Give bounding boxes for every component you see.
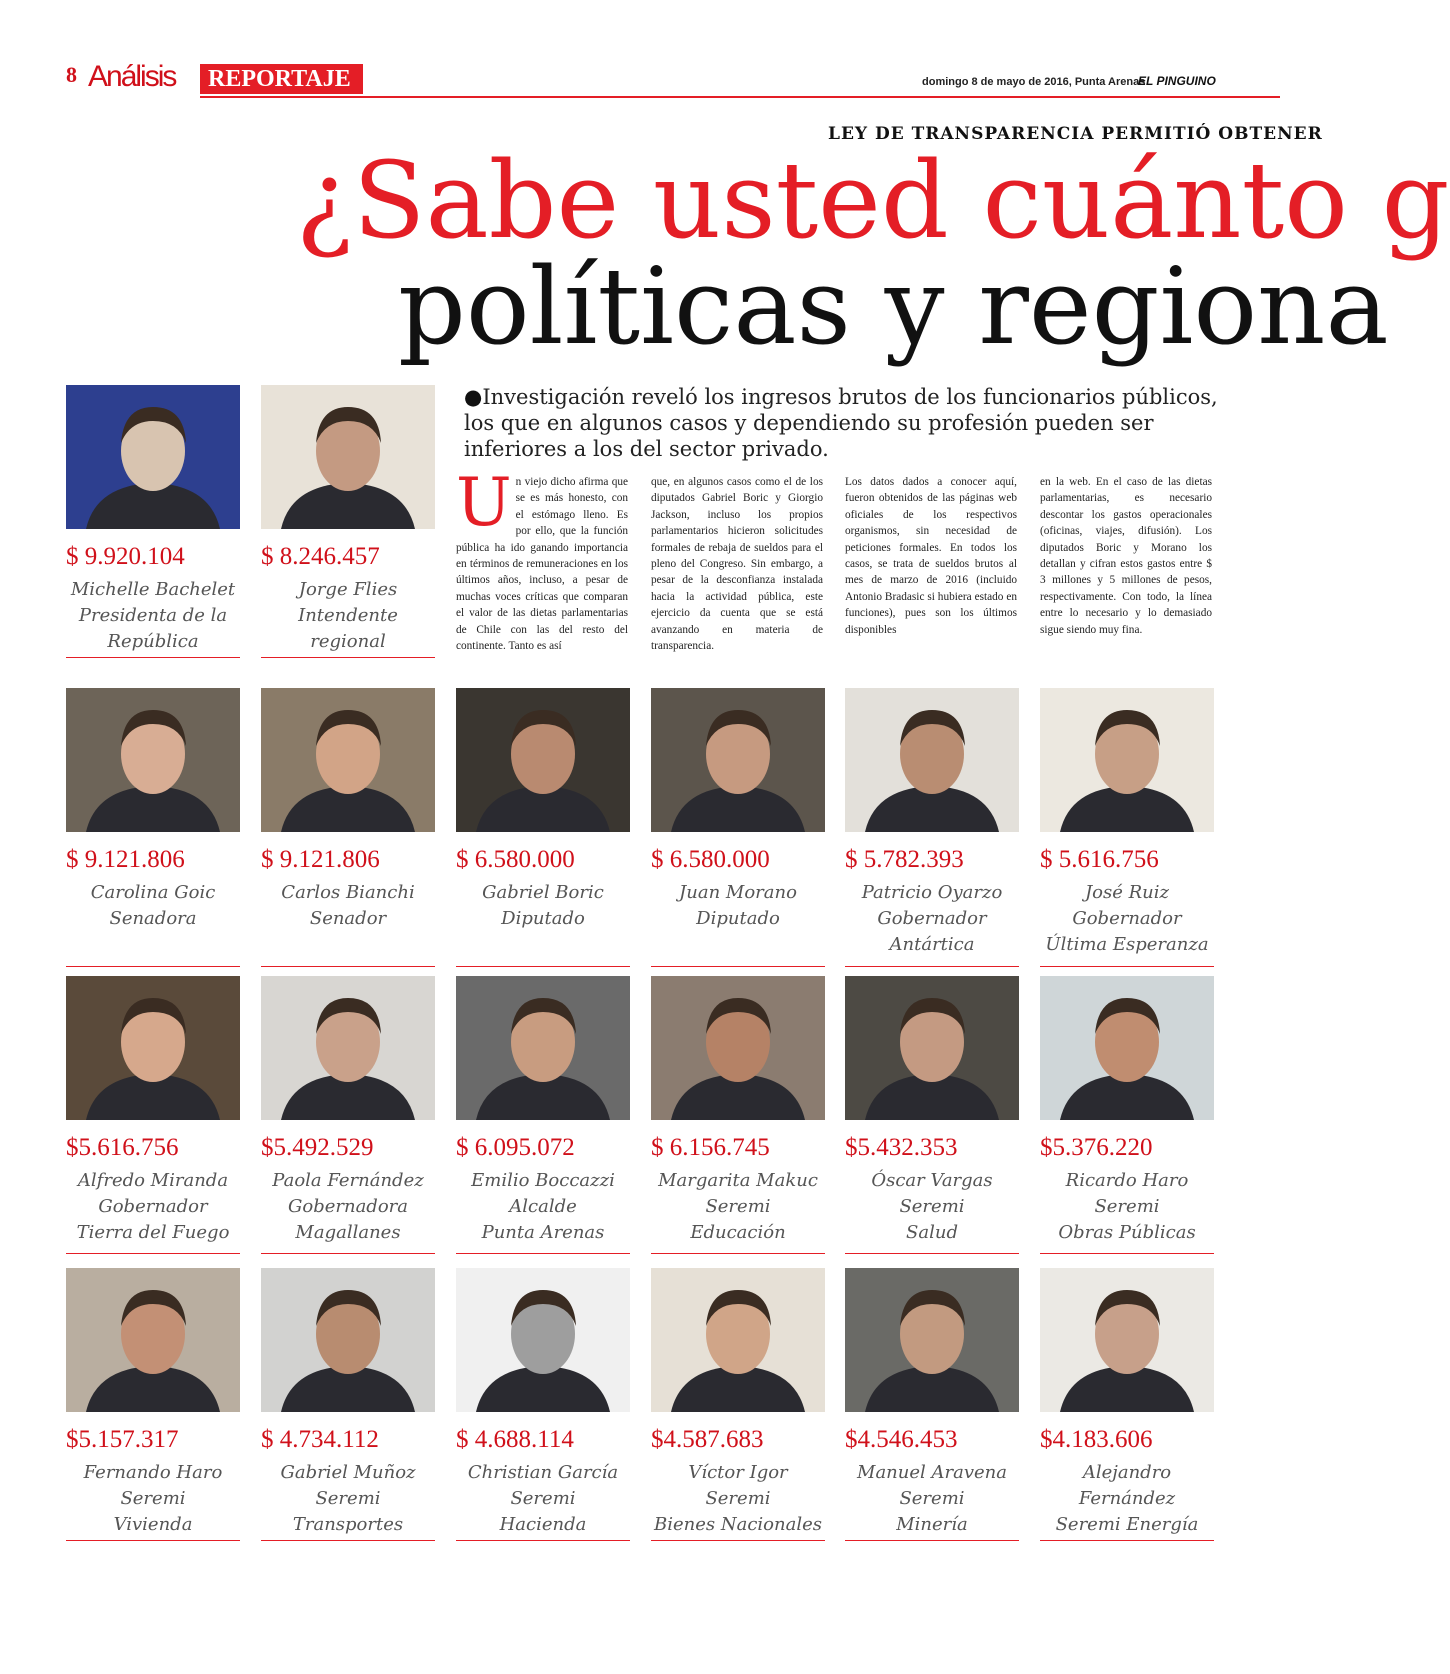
newspaper-name: EL PINGUINO [1138,74,1216,88]
salary-amount: $ 9.920.104 [66,543,185,570]
body-column-4: en la web. En el caso de las dietas parlamentarias, es necesario descontar los gastos operacionales (oficinas, viajes, difusión). Los diputados Boric y Morano los detallan y cifran estos gastos entre $ 3 millones y 5 millones de pesos, respectivamente. Con todo, la línea entre lo necesario y lo demasiado sigue siendo muy fina. [1040,476,1212,636]
portrait-juan-morano [651,688,825,832]
official-role: Intendente [298,605,398,626]
deck-text: Investigación reveló los ingresos brutos de los funcionarios públicos, los que en algunos casos y dependiendo su profesión pueden ser inferiores a los del sector privado. [464,385,1218,461]
card-rule [66,966,240,967]
portrait-christian-garcia [456,1268,630,1412]
official-caption [66,1460,240,1538]
body-text-1: n viejo dicho afirma que se es más honesto, con el estómago lleno. Es por ello, que la función pública ha ido ganando importancia en términos de remuneraciones en los últimos años, incluso, a pesar de muchas voces críticas que comparan el valor de las dietas parlamentarias de Chile con las del resto del continente. Tanto es así [456,476,628,653]
body-column-3: Los datos dados a conocer aquí, fueron obtenidos de las páginas web oficiales de los respectivos organismos, sin necesidad de peticiones formales. En todos los casos, se trata de sueldos brutos al mes de marzo de 2016 (incluido Antonio Bradasic si hubiera estado en funciones), pues son los últimos disponibles [845,476,1017,636]
official-name: Óscar Vargas [871,1170,993,1191]
official-name: Patricio Oyarzo [861,882,1003,903]
card-rule [1040,1540,1214,1541]
official-role: regional [310,631,386,652]
card-rule [651,1253,825,1254]
official-role: Punta Arenas [481,1222,605,1243]
official-role: Seremi Energía [1055,1514,1199,1535]
portrait-victor-igor [651,1268,825,1412]
official-role: Tierra del Fuego [76,1222,230,1243]
card-rule [66,657,240,658]
kicker: LEY DE TRANSPARENCIA PERMITIÓ OBTENER [828,124,1323,144]
card-rule [66,1540,240,1541]
brand-logo: Análisis [88,60,176,93]
body-column-1 [456,464,628,654]
official-role: Senador [309,908,387,929]
official-role: Diputado [696,908,780,929]
card-rule [456,1253,630,1254]
salary-amount: $5.432.353 [845,1134,958,1161]
salary-amount: $5.376.220 [1040,1134,1153,1161]
official-name: Christian García [467,1462,619,1483]
official-name: Paola Fernández [272,1170,424,1191]
salary-amount: $ 6.580.000 [456,846,575,873]
portrait-jorge-flies [261,385,435,529]
card-rule [456,1540,630,1541]
salary-amount: $ 9.121.806 [261,846,380,873]
card-rule [261,1253,435,1254]
deck [464,384,1254,462]
official-role: Fernández [1078,1488,1176,1509]
official-role: Transportes [292,1514,404,1535]
official-role: Última Esperanza [1045,934,1209,955]
official-caption [1040,880,1214,958]
page-number: 8 [66,62,77,87]
card-rule [261,966,435,967]
official-name: Víctor Igor [688,1462,788,1483]
official-role: Educación [690,1222,786,1243]
official-caption [66,1168,240,1246]
official-name: Jorge Flies [298,579,398,600]
portrait-gabriel-boric [456,688,630,832]
drop-cap: U [456,464,512,541]
portrait-oscar-vargas [845,976,1019,1120]
official-role: Senadora [109,908,197,929]
official-caption [651,880,825,932]
portrait-michelle-bachelet [66,385,240,529]
portrait-jose-ruiz [1040,688,1214,832]
official-caption [66,577,240,655]
official-name: Michelle Bachelet [70,579,236,600]
portrait-carolina-goic [66,688,240,832]
section-label: REPORTAJE [200,64,363,94]
portrait-paola-fernandez [261,976,435,1120]
salary-amount: $ 9.121.806 [66,846,185,873]
salary-amount: $4.546.453 [845,1426,958,1453]
salary-amount: $5.616.756 [66,1134,179,1161]
official-caption [456,1460,630,1538]
official-role: Seremi [315,1488,381,1509]
official-role: Bienes Nacionales [654,1514,822,1535]
card-rule [845,1253,1019,1254]
official-name: Manuel Aravena [857,1462,1007,1483]
official-name: Gabriel Boric [482,882,604,903]
official-role: Seremi [705,1196,771,1217]
official-role: Vivienda [113,1514,193,1535]
portrait-margarita-makuc [651,976,825,1120]
portrait-fernando-haro [66,1268,240,1412]
official-role: Obras Públicas [1058,1222,1196,1243]
official-role: Seremi [899,1196,965,1217]
official-caption [845,1168,1019,1246]
card-rule [261,657,435,658]
salary-amount: $ 8.246.457 [261,543,380,570]
official-name: Emilio Boccazzi [471,1170,615,1191]
card-rule [1040,966,1214,967]
official-role: Seremi [1094,1196,1160,1217]
official-role: Gobernador [98,1196,208,1217]
card-rule [845,1540,1019,1541]
official-role: Alcalde [509,1196,577,1217]
card-rule [456,966,630,967]
official-role: Magallanes [295,1222,401,1243]
official-name: Gabriel Muñoz [280,1462,416,1483]
official-role: Seremi [899,1488,965,1509]
salary-amount: $ 5.616.756 [1040,846,1159,873]
portrait-patricio-oyarzo [845,688,1019,832]
salary-amount: $ 6.580.000 [651,846,770,873]
portrait-ricardo-haro [1040,976,1214,1120]
official-role: Presidenta de la [78,605,228,626]
official-role: Seremi [120,1488,186,1509]
issue-date: domingo 8 de mayo de 2016, Punta Arenas [922,76,1146,88]
card-rule [651,966,825,967]
salary-amount: $ 4.734.112 [261,1426,379,1453]
official-role: Antártica [889,934,975,955]
official-role: Salud [906,1222,958,1243]
salary-amount: $ 6.095.072 [456,1134,575,1161]
official-caption [261,880,435,932]
official-role: Minería [896,1514,968,1535]
official-caption [66,880,240,932]
official-name: Alfredo Miranda [77,1170,229,1191]
portrait-gabriel-munoz [261,1268,435,1412]
official-caption [456,880,630,932]
bullet-icon: ● [464,385,483,409]
salary-amount: $4.587.683 [651,1426,764,1453]
official-name: Carolina Goic [90,882,216,903]
official-role: Seremi [705,1488,771,1509]
official-role: Hacienda [499,1514,587,1535]
portrait-carlos-bianchi [261,688,435,832]
official-name: Carlos Bianchi [281,882,415,903]
official-role: República [107,631,199,652]
official-role: Gobernadora [287,1196,408,1217]
salary-amount: $ 4.688.114 [456,1426,574,1453]
official-caption [261,1460,435,1538]
official-caption [261,1168,435,1246]
official-caption [845,1460,1019,1538]
official-role: Gobernador [1072,908,1182,929]
official-caption [651,1460,825,1538]
official-role: Diputado [501,908,585,929]
official-name: Fernando Haro [83,1462,223,1483]
salary-amount: $ 6.156.745 [651,1134,770,1161]
salary-amount: $5.492.529 [261,1134,374,1161]
official-name: José Ruiz [1084,882,1170,903]
card-rule [651,1540,825,1541]
card-rule [1040,1253,1214,1254]
header-rule [200,96,1280,98]
portrait-alfredo-miranda [66,976,240,1120]
body-column-2: que, en algunos casos como el de los diputados Gabriel Boric y Giorgio Jackson, incluso los propios parlamentarios hicieron solicitudes formales de rebaja de sueldos para el pleno del Congreso. Sin embargo, a pesar de la desconfianza instalada hacia la actividad pública, este ejercicio da cuenta que se está avanzando en materia de transparencia. [651,476,823,653]
official-caption [261,577,435,655]
official-name: Ricardo Haro [1065,1170,1189,1191]
official-caption [1040,1168,1214,1246]
official-caption [651,1168,825,1246]
official-role: Gobernador [877,908,987,929]
headline-line-1: ¿Sabe usted cuánto g [296,139,1450,262]
card-rule [845,966,1019,967]
headline-line-2: políticas y regiona [398,245,1389,368]
official-name: Juan Morano [679,882,797,903]
official-role: Seremi [510,1488,576,1509]
official-name: Margarita Makuc [658,1170,818,1191]
official-caption [845,880,1019,958]
official-caption [1040,1460,1214,1538]
portrait-emilio-boccazzi [456,976,630,1120]
official-name: Alejandro [1082,1462,1172,1483]
page-header [0,60,1280,100]
portrait-manuel-aravena [845,1268,1019,1412]
official-caption [456,1168,630,1246]
card-rule [66,1253,240,1254]
card-rule [261,1540,435,1541]
portrait-alejandro-fernandez [1040,1268,1214,1412]
salary-amount: $5.157.317 [66,1426,179,1453]
salary-amount: $ 5.782.393 [845,846,964,873]
salary-amount: $4.183.606 [1040,1426,1153,1453]
